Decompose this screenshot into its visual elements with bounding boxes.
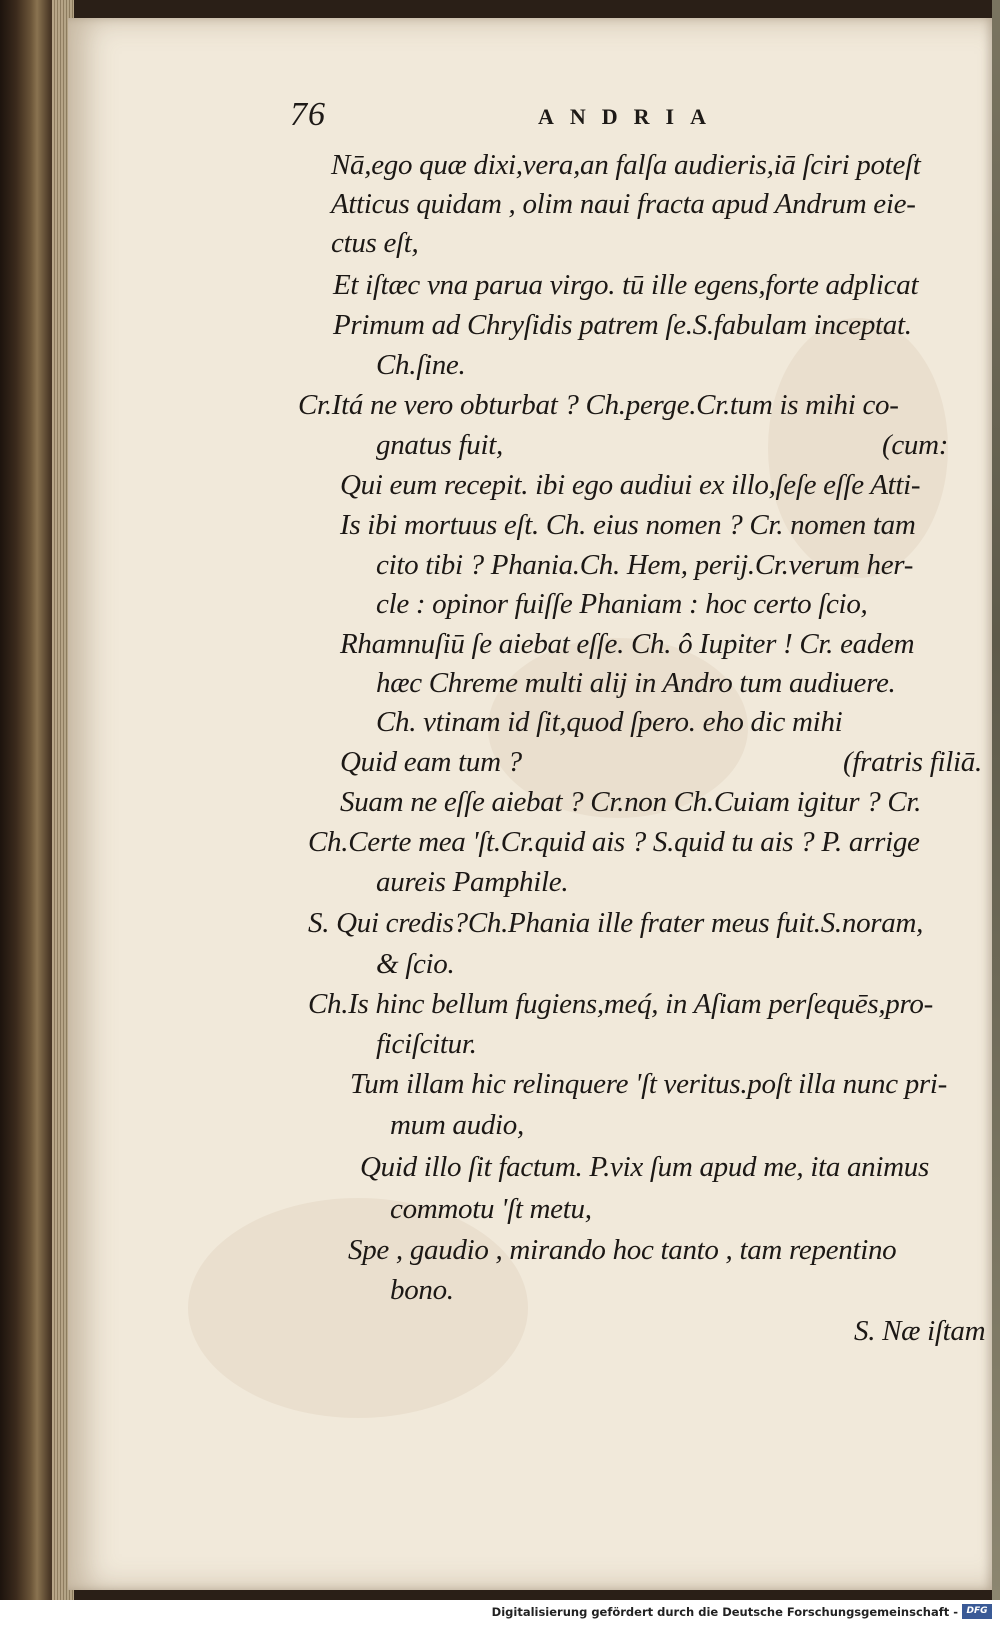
running-title: ANDRIA bbox=[538, 104, 722, 129]
text-line: S. Qui credis?Ch.Phania ille frater meus fuit.S.noram, bbox=[308, 907, 924, 939]
text-line: aureis Pamphile. bbox=[376, 866, 569, 898]
text-line: Ch.Is hinc bellum fugiens,meq́, in Aſiam perſequēs,pro- bbox=[308, 988, 933, 1020]
text-line: commotu 'ſt metu, bbox=[390, 1193, 592, 1225]
text-line: cle : opinor fuiſſe Phaniam : hoc certo ſcio, bbox=[376, 588, 868, 620]
text-line: Primum ad Chryſidis patrem ſe.S.fabulam inceptat. bbox=[333, 309, 912, 341]
book-page bbox=[68, 18, 992, 1590]
page-number: 76 bbox=[290, 96, 326, 133]
text-line: ficiſcitur. bbox=[376, 1028, 477, 1060]
text-line: Suam ne eſſe aiebat ? Cr.non Ch.Cuiam igitur ? Cr. bbox=[340, 786, 922, 818]
text-line: Rhamnuſiū ſe aiebat eſſe. Ch. ô Iupiter ! Cr. eadem bbox=[340, 628, 915, 660]
text-line: cito tibi ? Phania.Ch. Hem, perij.Cr.verum her- bbox=[376, 549, 914, 581]
text-line: Atticus quidam , olim naui fracta apud Andrum eie- bbox=[331, 188, 916, 220]
text-line: S. Næ iſtam bbox=[854, 1315, 986, 1347]
text-line: (fratris filiā. bbox=[843, 746, 982, 778]
dfg-logo: DFG bbox=[962, 1604, 992, 1619]
text-line: & ſcio. bbox=[376, 948, 455, 980]
text-line: Ch.Certe mea 'ſt.Cr.quid ais ? S.quid tu ais ? P. arrige bbox=[308, 826, 920, 858]
text-line: Quid illo ſit factum. P.vix ſum apud me, ita animus bbox=[360, 1151, 929, 1183]
text-line: Tum illam hic relinquere 'ſt veritus.poſt illa nunc pri- bbox=[350, 1068, 948, 1100]
text-line: gnatus fuit, bbox=[376, 429, 503, 461]
text-line: Et iſtæc vna parua virgo. tū ille egens,forte adplicat bbox=[333, 269, 919, 301]
text-line: Is ibi mortuus eſt. Ch. eius nomen ? Cr. nomen tam bbox=[340, 509, 916, 541]
text-line: Ch. vtinam id ſit,quod ſpero. eho dic mihi bbox=[376, 706, 843, 738]
text-line: Ch.ſine. bbox=[376, 349, 466, 381]
text-line: (cum: bbox=[882, 429, 949, 461]
paper-stain bbox=[188, 1198, 528, 1418]
text-line: bono. bbox=[390, 1274, 454, 1306]
text-line: Spe , gaudio , mirando hoc tanto , tam repentino bbox=[348, 1234, 897, 1266]
text-line: Cr.Itá ne vero obturbat ? Ch.perge.Cr.tum is mihi co- bbox=[298, 389, 899, 421]
facing-page-edge bbox=[992, 0, 1000, 1600]
text-line: Qui eum recepit. ibi ego audiui ex illo,ſeſe eſſe Atti- bbox=[340, 469, 921, 501]
text-line: mum audio, bbox=[390, 1109, 524, 1141]
text-line: ctus eſt, bbox=[331, 227, 419, 259]
page-header bbox=[68, 96, 992, 136]
text-line: hæc Chreme multi alij in Andro tum audiuere. bbox=[376, 667, 896, 699]
text-line: Nā,ego quæ dixi,vera,an falſa audieris,iā ſciri poteſt bbox=[331, 149, 921, 181]
text-line: Quid eam tum ? bbox=[340, 746, 522, 778]
funding-credit: Digitalisierung gefördert durch die Deutsche Forschungsgemeinschaft - bbox=[491, 1605, 958, 1619]
digitization-footer bbox=[0, 1600, 1000, 1625]
